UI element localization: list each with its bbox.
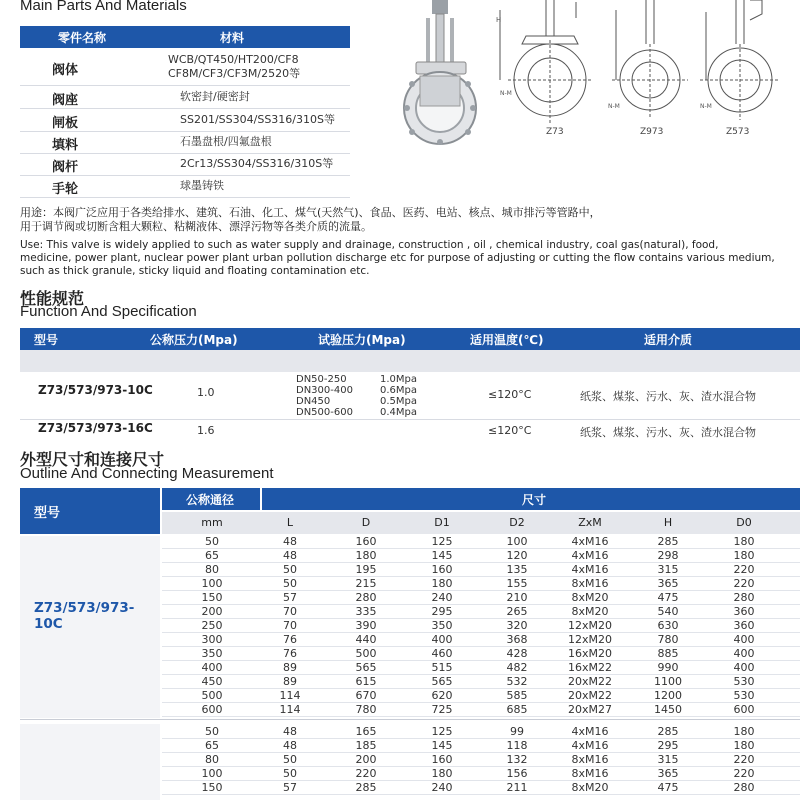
part-name: 手轮 (52, 182, 79, 197)
table-cell: 50 (283, 753, 297, 766)
table-cell: 400 (201, 661, 223, 674)
table-row (0, 767, 800, 781)
diagram-z973 (612, 0, 688, 118)
table-cell: 89 (283, 661, 297, 674)
table-cell: 145 (431, 549, 453, 562)
dims-nominal-header-cell (162, 488, 260, 510)
table-cell: 100 (201, 577, 223, 590)
usage-en-line2: medicine, power plant, nuclear power plant urban pollution discharge etc for purpose of adjusting or cutting the flow contains various medium, (20, 252, 775, 264)
table-cell: 180 (733, 535, 755, 548)
table-cell: 285 (355, 781, 377, 794)
table-cell: 89 (283, 675, 297, 688)
table-cell: 540 (657, 605, 679, 618)
unit-header: ZxM (578, 516, 602, 529)
table-cell: 298 (657, 549, 679, 562)
table-cell: 532 (506, 675, 528, 688)
table-cell: 1100 (654, 675, 682, 688)
table-cell: 65 (205, 549, 219, 562)
table-cell: 80 (205, 753, 219, 766)
table-cell: 368 (506, 633, 528, 646)
part-material: 石墨盘根/四氟盘根 (180, 135, 272, 148)
spec-grey-band (20, 350, 800, 372)
table-cell: 145 (431, 739, 453, 752)
table-cell: 320 (506, 619, 528, 632)
unit-header: L (286, 516, 294, 529)
table-cell: 365 (657, 767, 679, 780)
diagram-z573 (700, 0, 780, 120)
table-row (0, 535, 800, 549)
table-cell: 200 (355, 753, 377, 766)
table-cell: 210 (506, 591, 528, 604)
table-cell: 120 (506, 549, 528, 562)
table-row (0, 781, 800, 795)
table-cell: 16xM22 (568, 661, 612, 674)
table-cell: 195 (355, 563, 377, 576)
table-cell: 482 (506, 661, 528, 674)
table-cell: 76 (283, 647, 297, 660)
table-cell: 185 (355, 739, 377, 752)
valve-illustrations (350, 0, 800, 150)
table-cell: 365 (657, 577, 679, 590)
table-cell: 990 (657, 661, 679, 674)
parts-row (20, 86, 350, 109)
diagram-z73 (500, 0, 592, 125)
parts-row (20, 131, 350, 154)
table-cell: 350 (201, 647, 223, 660)
diagram-label-z573: Z573 (726, 127, 750, 137)
table-cell: 600 (733, 703, 755, 716)
unit-header: mm (201, 516, 223, 529)
unit-header: H (663, 516, 673, 529)
table-cell: 4xM16 (571, 535, 609, 548)
usage-cn-line1: 用途：本阀广泛应用于各类给排水、建筑、石油、化工、煤气(天然气)、食品、医药、电站、核点、城市排污等管路中， (20, 206, 601, 219)
unit-header: D (361, 516, 371, 529)
table-cell: 135 (506, 563, 528, 576)
table-cell: 65 (205, 739, 219, 752)
table-cell: 50 (283, 767, 297, 780)
table-cell: 8xM16 (571, 767, 609, 780)
unit-header: D2 (509, 516, 525, 529)
table-cell: 285 (657, 725, 679, 738)
table-cell: 16xM20 (568, 647, 612, 660)
table-cell: 280 (733, 591, 755, 604)
col-material: 材料 (220, 31, 245, 45)
table-cell: 20xM27 (568, 703, 612, 716)
part-name: 阀座 (52, 93, 79, 108)
spec-table-header (20, 328, 800, 350)
table-row (0, 703, 800, 717)
table-cell: 8xM20 (571, 605, 609, 618)
svg-text:N-M: N-M (500, 90, 512, 97)
table-cell: 335 (355, 605, 377, 618)
table-cell: 295 (431, 605, 453, 618)
dims-model-header-cell (20, 488, 160, 534)
table-cell: 530 (733, 689, 755, 702)
spec-row1-medium: 纸浆、煤浆、污水、灰、渣水混合物 (580, 390, 756, 403)
spec-col-pn: 公称压力(Mpa) (150, 333, 238, 347)
table-cell: 220 (355, 767, 377, 780)
table-cell: 165 (355, 725, 377, 738)
unit-header: D1 (434, 516, 450, 529)
svg-text:H: H (496, 16, 502, 24)
table-cell: 156 (506, 767, 528, 780)
test-p-4: 0.4Mpa (380, 407, 418, 418)
spec-col-test: 试验压力(Mpa) (318, 333, 406, 347)
spec-col-medium: 适用介质 (644, 333, 693, 347)
usage-en-line3: such as thick granule, sticky liquid and floating contamination etc. (20, 265, 370, 277)
table-cell: 48 (283, 739, 297, 752)
table-row (0, 647, 800, 661)
table-cell: 200 (201, 605, 223, 618)
table-cell: 565 (355, 661, 377, 674)
table-cell: 400 (733, 633, 755, 646)
table-cell: 250 (201, 619, 223, 632)
table-cell: 4xM16 (571, 725, 609, 738)
table-cell: 530 (733, 675, 755, 688)
table-row (0, 549, 800, 563)
test-dn-3: DN450 (296, 396, 331, 407)
part-material: 2Cr13/SS304/SS316/310S等 (180, 157, 334, 170)
dims-model-header: 型号 (34, 506, 61, 521)
table-cell: 565 (431, 675, 453, 688)
table-cell: 80 (205, 563, 219, 576)
table-cell: 280 (355, 591, 377, 604)
test-p-3: 0.5Mpa (380, 396, 418, 407)
table-cell: 295 (657, 739, 679, 752)
table-cell: 180 (355, 549, 377, 562)
dims-size-header: 尺寸 (522, 493, 547, 507)
spec-row1-pn: 1.0 (197, 386, 215, 399)
table-cell: 114 (279, 689, 301, 702)
table-cell: 725 (431, 703, 453, 716)
table-cell: 780 (657, 633, 679, 646)
test-dn-4: DN500-600 (296, 407, 353, 418)
table-cell: 180 (733, 739, 755, 752)
table-row (0, 577, 800, 591)
table-cell: 620 (431, 689, 453, 702)
table-cell: 20xM22 (568, 689, 612, 702)
table-cell: 48 (283, 725, 297, 738)
parts-row (20, 49, 350, 86)
table-cell: 280 (733, 781, 755, 794)
table-cell: 285 (657, 535, 679, 548)
test-dn-1: DN50-250 (296, 374, 347, 385)
spec-row2-temp: ≤120°C (488, 424, 532, 437)
table-row (0, 633, 800, 647)
table-cell: 500 (201, 689, 223, 702)
unit-header: D0 (736, 516, 752, 529)
table-cell: 125 (431, 535, 453, 548)
table-cell: 400 (733, 647, 755, 660)
table-cell: 50 (205, 535, 219, 548)
table-cell: 220 (733, 753, 755, 766)
spec-row1-model: Z73/573/973-10C (38, 383, 153, 397)
table-cell: 500 (355, 647, 377, 660)
table-row (0, 563, 800, 577)
table-cell: 180 (733, 549, 755, 562)
spec-row2-medium: 纸浆、煤浆、污水、灰、渣水混合物 (580, 426, 756, 439)
dims-nominal-header: 公称通径 (186, 493, 235, 507)
dims-units-row (162, 512, 800, 534)
table-cell: 150 (201, 591, 223, 604)
spec-heading-cn: 性能规范 (20, 289, 85, 308)
valve-photo (404, 0, 476, 145)
table-cell: 48 (283, 535, 297, 548)
table-cell: 4xM16 (571, 739, 609, 752)
part-name: 填料 (52, 138, 79, 153)
table-cell: 8xM16 (571, 753, 609, 766)
table-row (0, 661, 800, 675)
table-cell: 70 (283, 619, 297, 632)
usage-en-line1: Use: This valve is widely applied to such as water supply and drainage, construction , oil , chemical industry, coal gas(natural), food, (20, 239, 719, 251)
table-cell: 180 (431, 577, 453, 590)
usage-en (20, 239, 800, 278)
table-cell: 460 (431, 647, 453, 660)
table-cell: 20xM22 (568, 675, 612, 688)
table-cell: 685 (506, 703, 528, 716)
part-material: 软密封/硬密封 (180, 90, 250, 103)
table-cell: 670 (355, 689, 377, 702)
table-cell: 57 (283, 591, 297, 604)
usage-cn-line2: 用于调节阀或切断含粗大颗粒、粘糊液体、漂浮污物等各类介质的流量。 (20, 220, 372, 233)
test-p-1: 1.0Mpa (380, 374, 418, 385)
table-cell: 360 (733, 605, 755, 618)
dims-heading-cn: 外型尺寸和连接尺寸 (20, 450, 165, 469)
col-part-name: 零件名称 (58, 31, 107, 45)
table-cell: 220 (733, 767, 755, 780)
table-cell: 300 (201, 633, 223, 646)
table-cell: 1450 (654, 703, 682, 716)
table-cell: 125 (431, 725, 453, 738)
table-cell: 780 (355, 703, 377, 716)
table-cell: 160 (431, 753, 453, 766)
table-cell: 585 (506, 689, 528, 702)
part-material: WCB/QT450/HT200/CF8 CF8M/CF3/CF3M/2520等 (168, 53, 301, 80)
table-cell: 8xM20 (571, 591, 609, 604)
spec-row2-model: Z73/573/973-16C (38, 421, 153, 435)
table-cell: 220 (733, 577, 755, 590)
table-cell: 630 (657, 619, 679, 632)
table-cell: 390 (355, 619, 377, 632)
table-row (0, 689, 800, 703)
table-row (0, 591, 800, 605)
table-row (0, 725, 800, 739)
part-name: 阀体 (52, 63, 79, 78)
parts-table-header (20, 26, 350, 48)
table-cell: 400 (431, 633, 453, 646)
table-cell: 70 (283, 605, 297, 618)
table-cell: 265 (506, 605, 528, 618)
dims-size-header-cell (262, 488, 800, 510)
table-cell: 885 (657, 647, 679, 660)
dims-heading-en: Outline And Connecting Measurement (20, 465, 274, 482)
test-dn-2: DN300-400 (296, 385, 353, 396)
table-cell: 8xM20 (571, 781, 609, 794)
table-cell: 4xM16 (571, 549, 609, 562)
table-cell: 132 (506, 753, 528, 766)
table-cell: 100 (201, 767, 223, 780)
spec-col-temp: 适用温度(℃) (470, 333, 544, 347)
table-cell: 150 (201, 781, 223, 794)
table-cell: 315 (657, 753, 679, 766)
table-cell: 180 (733, 725, 755, 738)
table-cell: 220 (733, 563, 755, 576)
table-cell: 350 (431, 619, 453, 632)
spec-row1-temp: ≤120°C (488, 388, 532, 401)
table-row (0, 739, 800, 753)
table-row (0, 753, 800, 767)
part-name: 闸板 (52, 116, 79, 131)
table-cell: 428 (506, 647, 528, 660)
table-cell: 475 (657, 781, 679, 794)
usage-cn (20, 206, 601, 234)
test-p-2: 0.6Mpa (380, 385, 418, 396)
table-cell: 1200 (654, 689, 682, 702)
diagram-label-z973: Z973 (640, 127, 664, 137)
table-cell: 48 (283, 549, 297, 562)
spec-row2-pn: 1.6 (197, 424, 215, 437)
table-cell: 360 (733, 619, 755, 632)
table-cell: 12xM20 (568, 633, 612, 646)
spec-heading-en: Function And Specification (20, 303, 197, 320)
part-name: 阀杆 (52, 160, 79, 175)
table-row (0, 619, 800, 633)
table-cell: 515 (431, 661, 453, 674)
table-cell: 240 (431, 591, 453, 604)
table-cell: 99 (510, 725, 524, 738)
table-cell: 475 (657, 591, 679, 604)
svg-text:N-M: N-M (608, 103, 620, 110)
table-cell: 50 (283, 563, 297, 576)
table-cell: 315 (657, 563, 679, 576)
spec-col-model: 型号 (34, 333, 59, 347)
table-cell: 12xM20 (568, 619, 612, 632)
table-cell: 160 (355, 535, 377, 548)
table-cell: 615 (355, 675, 377, 688)
table-cell: 160 (431, 563, 453, 576)
table-cell: 4xM16 (571, 563, 609, 576)
part-material: 球墨铸铁 (180, 179, 224, 192)
table-cell: 57 (283, 781, 297, 794)
table-cell: 8xM16 (571, 577, 609, 590)
svg-text:N-M: N-M (700, 103, 712, 110)
table-cell: 600 (201, 703, 223, 716)
part-material: SS201/SS304/SS316/310S等 (180, 113, 335, 126)
parts-row (20, 153, 350, 176)
table-cell: 100 (506, 535, 528, 548)
table-cell: 215 (355, 577, 377, 590)
table-cell: 450 (201, 675, 223, 688)
table-cell: 211 (506, 781, 528, 794)
spec-row1-tests (296, 374, 456, 418)
table-cell: 240 (431, 781, 453, 794)
table-cell: 118 (506, 739, 528, 752)
parts-row (20, 109, 350, 132)
table-cell: 76 (283, 633, 297, 646)
table-cell: 50 (205, 725, 219, 738)
dims-group1-model: Z73/573/973-10C (34, 600, 135, 632)
table-cell: 114 (279, 703, 301, 716)
table-row (0, 675, 800, 689)
parts-heading-en: Main Parts And Materials (20, 0, 187, 14)
table-cell: 400 (733, 661, 755, 674)
table-row (0, 605, 800, 619)
table-cell: 155 (506, 577, 528, 590)
table-cell: 180 (431, 767, 453, 780)
table-cell: 440 (355, 633, 377, 646)
parts-row (20, 175, 350, 198)
table-cell: 50 (283, 577, 297, 590)
diagram-label-z73: Z73 (546, 127, 564, 137)
